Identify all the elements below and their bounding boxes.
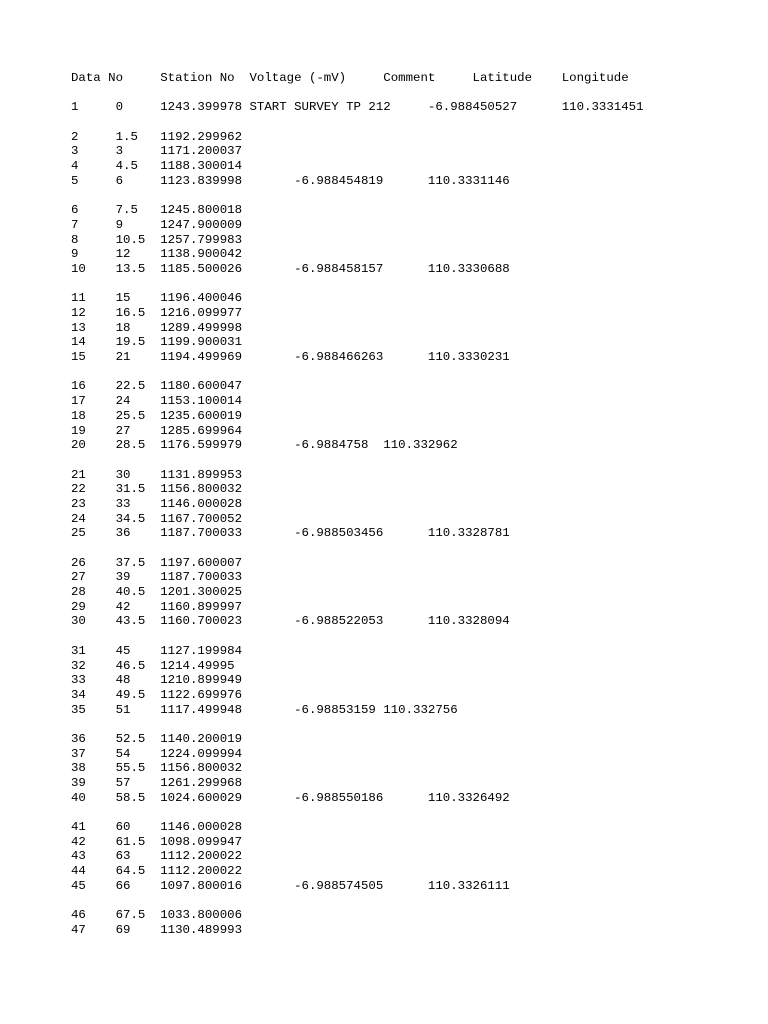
table-row: 20 28.5 1176.599979 -6.9884758 110.332962 <box>71 438 458 453</box>
table-row: 6 7.5 1245.800018 <box>71 203 243 218</box>
table-row: 26 37.5 1197.600007 <box>71 555 243 570</box>
table-row: 17 24 1153.100014 <box>71 394 243 409</box>
data-group <box>71 644 751 717</box>
table-row: 33 48 1210.899949 <box>71 673 243 688</box>
table-row: 3 3 1171.200037 <box>71 144 243 159</box>
table-row: 19 27 1285.699964 <box>71 423 243 438</box>
table-row: 38 55.5 1156.800032 <box>71 761 243 776</box>
data-groups <box>71 100 751 937</box>
table-row: 43 63 1112.200022 <box>71 849 243 864</box>
table-row: 35 51 1117.499948 -6.98853159 110.332756 <box>71 702 458 717</box>
table-row: 40 58.5 1024.600029 -6.988550186 110.3326492 <box>71 790 510 805</box>
data-group <box>71 203 751 276</box>
table-row: 36 52.5 1140.200019 <box>71 731 243 746</box>
table-row: 14 19.5 1199.900031 <box>71 335 243 350</box>
data-group <box>71 468 751 541</box>
table-row: 23 33 1146.000028 <box>71 496 243 511</box>
table-row: 41 60 1146.000028 <box>71 820 243 835</box>
table-row: 12 16.5 1216.099977 <box>71 306 243 320</box>
table-row: 9 12 1138.900042 <box>71 247 243 262</box>
data-group <box>71 291 751 364</box>
table-row: 10 13.5 1185.500026 -6.988458157 110.3330688 <box>71 261 510 276</box>
table-row: 28 40.5 1201.300025 <box>71 585 243 600</box>
table-row: 39 57 1261.299968 <box>71 776 243 790</box>
table-row: 5 6 1123.839998 -6.988454819 110.3331146 <box>71 173 510 188</box>
data-group <box>71 732 751 805</box>
data-group <box>71 820 751 893</box>
table-row: 34 49.5 1122.699976 <box>71 687 243 702</box>
table-row: 46 67.5 1033.800006 <box>71 908 243 923</box>
table-row: 32 46.5 1214.49995 <box>71 658 235 673</box>
data-group <box>71 556 751 629</box>
table-row: 8 10.5 1257.799983 <box>71 232 243 247</box>
survey-data-document <box>71 71 751 938</box>
table-row: 4 4.5 1188.300014 <box>71 159 243 174</box>
table-row: 11 15 1196.400046 <box>71 291 243 306</box>
data-group <box>71 130 751 189</box>
table-row: 7 9 1247.900009 <box>71 217 243 232</box>
table-row: 31 45 1127.199984 <box>71 643 243 658</box>
table-row: 15 21 1194.499969 -6.988466263 110.3330231 <box>71 350 510 365</box>
table-row: 2 1.5 1192.299962 <box>71 129 243 144</box>
table-row: 45 66 1097.800016 -6.988574505 110.3326111 <box>71 878 510 893</box>
data-group <box>71 379 751 452</box>
table-row: 44 64.5 1112.200022 <box>71 864 243 879</box>
data-group <box>71 908 751 937</box>
data-group <box>71 100 751 115</box>
table-row: 27 39 1187.700033 <box>71 570 243 585</box>
table-row: 21 30 1131.899953 <box>71 467 243 482</box>
table-row: 30 43.5 1160.700023 -6.988522053 110.3328094 <box>71 614 510 629</box>
table-header: Data No Station No Voltage (-mV) Comment Latitude Longitude <box>71 71 629 85</box>
table-row: 37 54 1224.099994 <box>71 746 243 761</box>
table-row: 25 36 1187.700033 -6.988503456 110.3328781 <box>71 526 510 541</box>
table-row: 29 42 1160.899997 <box>71 599 243 614</box>
table-row: 22 31.5 1156.800032 <box>71 482 243 497</box>
table-row: 16 22.5 1180.600047 <box>71 379 243 394</box>
table-row: 47 69 1130.489993 <box>71 922 243 937</box>
table-row: 24 34.5 1167.700052 <box>71 511 243 526</box>
table-row: 18 25.5 1235.600019 <box>71 408 243 423</box>
table-row: 13 18 1289.499998 <box>71 320 243 335</box>
table-row: 42 61.5 1098.099947 <box>71 834 243 849</box>
table-row: 1 0 1243.399978 START SURVEY TP 212 -6.988450527 110.3331451 <box>71 100 644 115</box>
